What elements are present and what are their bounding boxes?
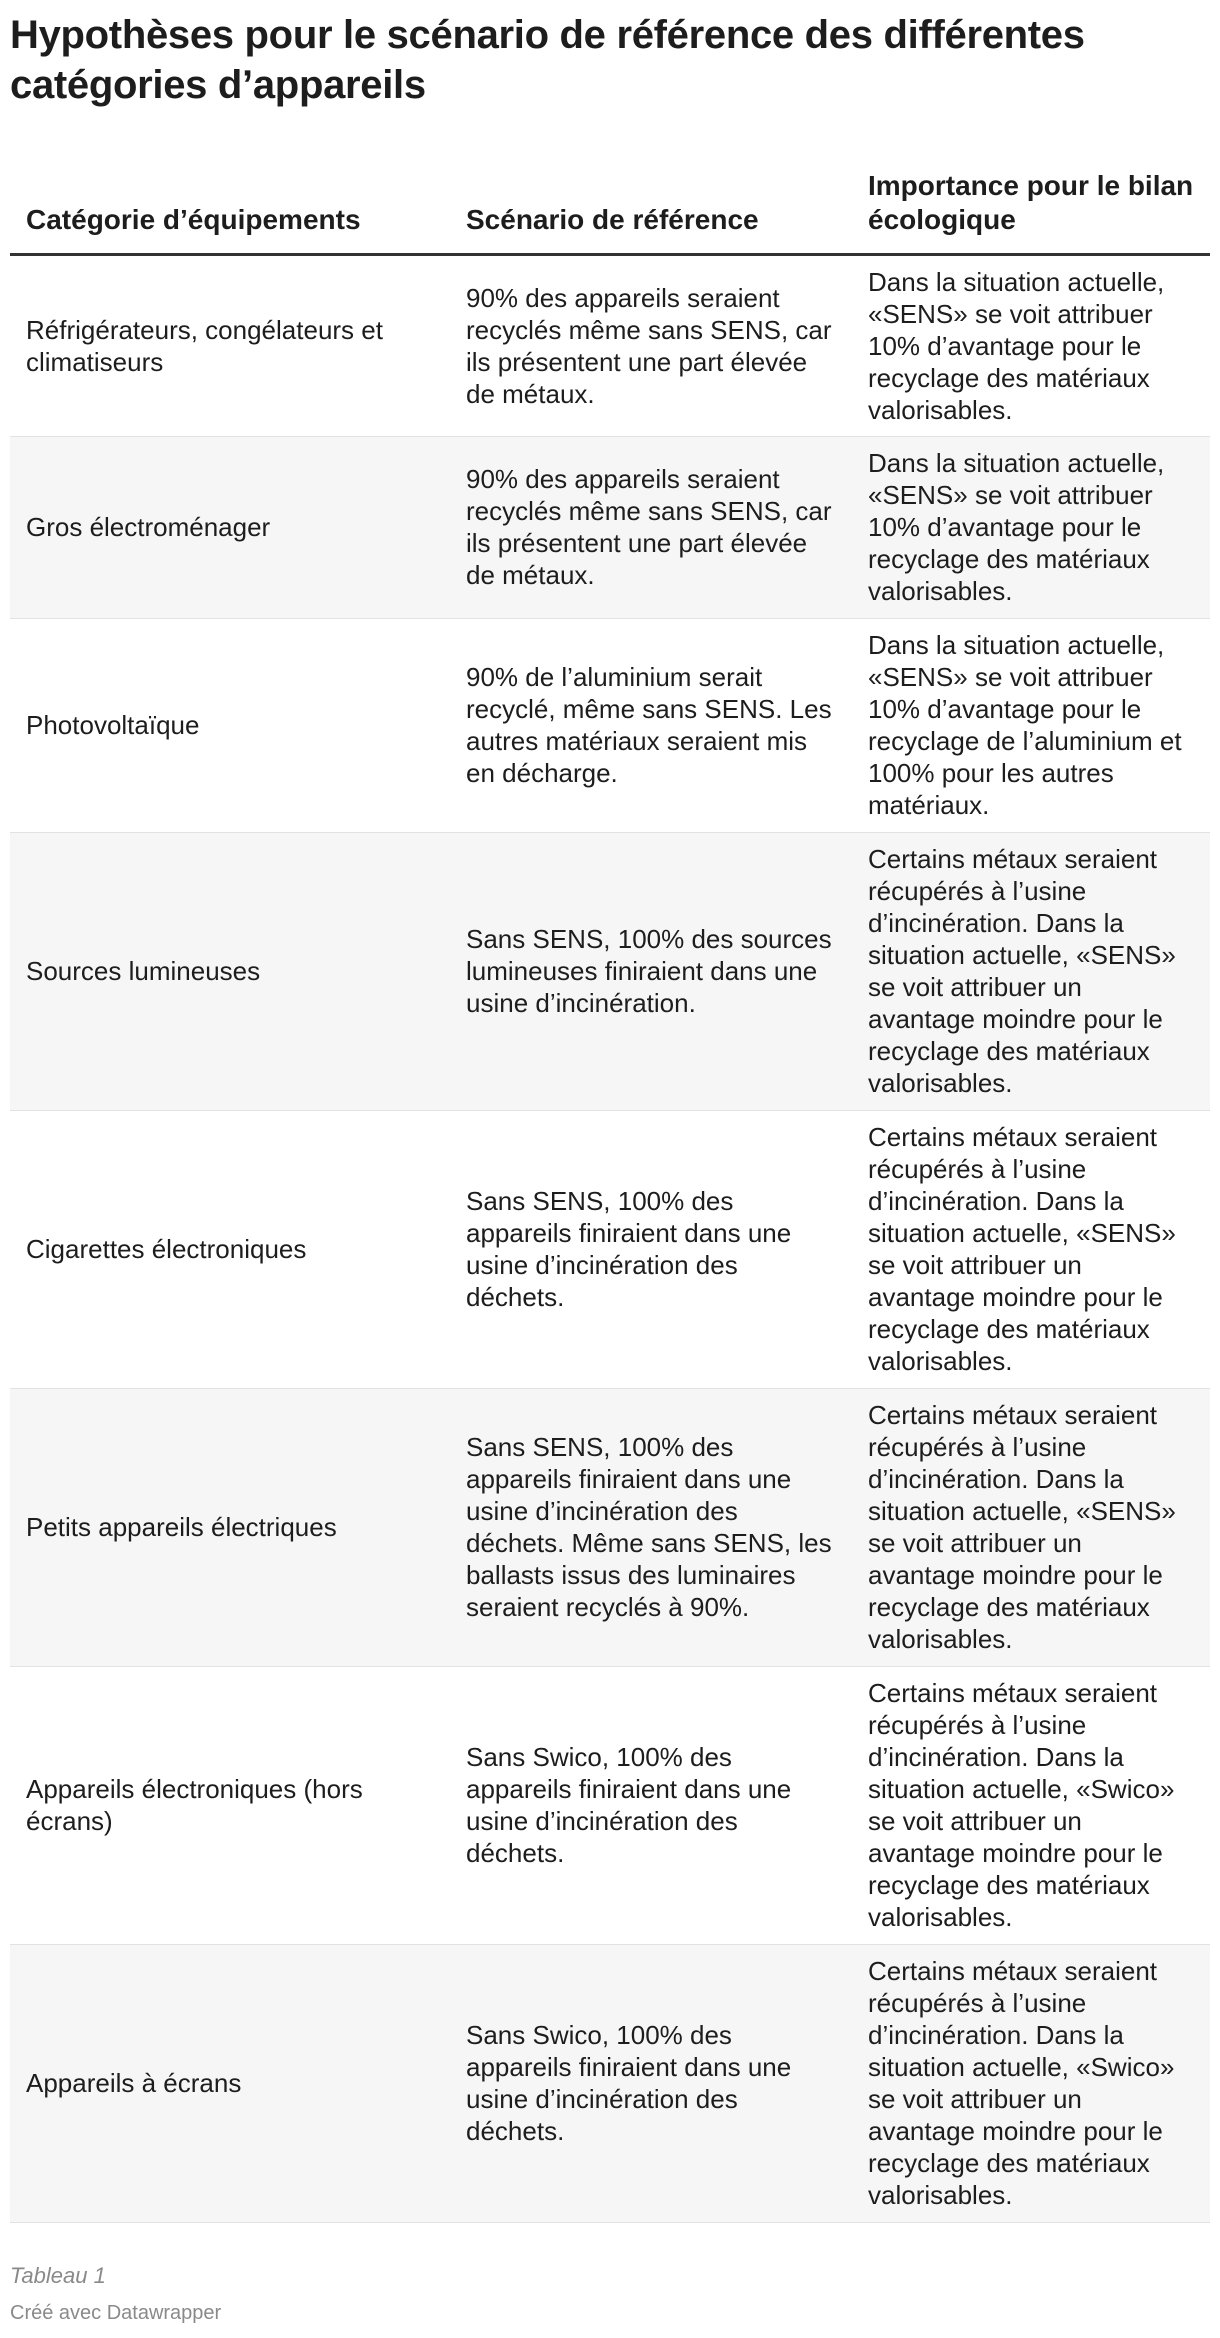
cell-category: Petits appareils électriques [10,1388,450,1666]
table-body [10,254,1210,2222]
cell-importance: Certains métaux seraient récupérés à l’usine d’incinération. Dans la situation actuelle, «SENS» se voit attribuer un avantage moindre pour le recyclage des matériaux valorisables. [852,832,1210,1110]
page-title: Hypothèses pour le scénario de référence des différentes catégories d’appareils [10,13,1085,107]
data-table [10,160,1210,2223]
cell-scenario: Sans SENS, 100% des appareils finiraient dans une usine d’incinération des déchets. [450,1110,852,1388]
cell-category: Photovoltaïque [10,618,450,832]
cell-importance: Certains métaux seraient récupérés à l’usine d’incinération. Dans la situation actuelle, «Swico» se voit attribuer un avantage moindre pour le recyclage des matériaux valorisables. [852,1666,1210,1944]
cell-importance: Certains métaux seraient récupérés à l’usine d’incinération. Dans la situation actuelle, «Swico» se voit attribuer un avantage moindre pour le recyclage des matériaux valorisables. [852,1944,1210,2222]
cell-scenario: 90% des appareils seraient recyclés même sans SENS, car ils présentent une part élevée de métaux. [450,254,852,436]
column-header-scenario[interactable]: Scénario de référence [450,160,852,254]
header-row [10,160,1210,254]
cell-importance: Certains métaux seraient récupérés à l’usine d’incinération. Dans la situation actuelle, «SENS» se voit attribuer un avantage moindre pour le recyclage des matériaux valorisables. [852,1110,1210,1388]
cell-category: Réfrigérateurs, congélateurs et climatiseurs [10,254,450,436]
cell-category: Gros électroménager [10,436,450,618]
cell-importance: Dans la situation actuelle, «SENS» se voit attribuer 10% d’avantage pour le recyclage des matériaux valorisables. [852,254,1210,436]
cell-importance: Certains métaux seraient récupérés à l’usine d’incinération. Dans la situation actuelle, «SENS» se voit attribuer un avantage moindre pour le recyclage des matériaux valorisables. [852,1388,1210,1666]
table-row [10,1944,1210,2222]
table-caption: Tableau 1 [10,2263,106,2288]
table-row [10,832,1210,1110]
cell-category: Appareils à écrans [10,1944,450,2222]
datawrapper-credit[interactable]: Créé avec Datawrapper [10,2302,222,2324]
cell-scenario: 90% de l’aluminium serait recyclé, même sans SENS. Les autres matériaux seraient mis en décharge. [450,618,852,832]
cell-category: Cigarettes électroniques [10,1110,450,1388]
cell-scenario: Sans SENS, 100% des sources lumineuses finiraient dans une usine d’incinération. [450,832,852,1110]
table-row [10,1110,1210,1388]
cell-scenario: 90% des appareils seraient recyclés même sans SENS, car ils présentent une part élevée de métaux. [450,436,852,618]
cell-importance: Dans la situation actuelle, «SENS» se voit attribuer 10% d’avantage pour le recyclage des matériaux valorisables. [852,436,1210,618]
table-header [10,160,1210,254]
cell-scenario: Sans Swico, 100% des appareils finiraient dans une usine d’incinération des déchets. [450,1666,852,1944]
column-header-importance[interactable]: Importance pour le bilan écologique [852,160,1210,254]
table-row [10,436,1210,618]
cell-importance: Dans la situation actuelle, «SENS» se voit attribuer 10% d’avantage pour le recyclage de l’aluminium et 100% pour les autres matériaux. [852,618,1210,832]
table-row [10,1388,1210,1666]
cell-scenario: Sans Swico, 100% des appareils finiraient dans une usine d’incinération des déchets. [450,1944,852,2222]
cell-category: Sources lumineuses [10,832,450,1110]
cell-scenario: Sans SENS, 100% des appareils finiraient dans une usine d’incinération des déchets. Même sans SENS, les ballasts issus des luminaires seraient recyclés à 90%. [450,1388,852,1666]
table-row [10,1666,1210,1944]
cell-category: Appareils électroniques (hors écrans) [10,1666,450,1944]
table-row [10,618,1210,832]
table-row [10,254,1210,436]
column-header-category[interactable]: Catégorie d’équipements [10,160,450,254]
